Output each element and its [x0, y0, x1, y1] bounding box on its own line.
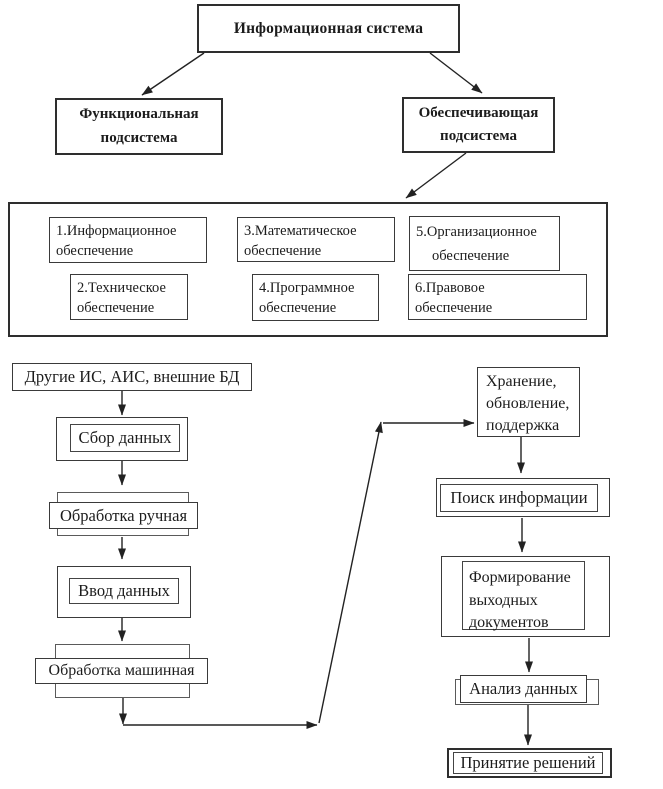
support4-line1: 4.Программное — [259, 280, 355, 296]
support1-line2: обеспечение — [56, 243, 134, 259]
node-support-technical — [70, 274, 188, 320]
storage-line1: Хранение, — [486, 373, 557, 390]
support3-line2: обеспечение — [244, 243, 322, 259]
node-output-documents — [462, 561, 585, 630]
node-manual-processing — [49, 502, 198, 529]
node-information-system — [197, 4, 460, 53]
node-information-system-label: Информационная система — [233, 19, 424, 37]
node-data-collection — [70, 424, 180, 452]
search-label: Поиск информации — [450, 488, 588, 507]
storage-line3: поддержка — [486, 417, 560, 434]
arrow-connector-diagonal — [319, 422, 381, 723]
data-analysis-label: Анализ данных — [469, 679, 578, 698]
storage-line2: обновление, — [486, 395, 570, 412]
providing-line2: подсистема — [440, 128, 517, 144]
machine-processing-label: Обработка машинная — [48, 662, 195, 679]
node-data-analysis — [460, 675, 587, 703]
arrow-root-to-functional — [142, 53, 204, 95]
manual-processing-label: Обработка ручная — [59, 505, 188, 525]
support3-line1: 3.Математическое — [244, 223, 357, 239]
node-support-software — [252, 274, 379, 321]
node-machine-processing — [35, 658, 208, 684]
node-support-information — [49, 217, 207, 263]
node-search — [440, 484, 598, 512]
other-systems-label: Другие ИС, АИС, внешние БД — [24, 367, 240, 386]
node-storage — [477, 367, 580, 437]
data-input-label: Ввод данных — [78, 581, 170, 600]
support6-line2: обеспечение — [415, 300, 493, 316]
support6-line1: 6.Правовое — [415, 280, 485, 296]
support4-line2: обеспечение — [259, 300, 337, 316]
data-collection-label: Сбор данных — [78, 428, 172, 447]
functional-line2: подсистема — [100, 129, 178, 146]
support2-line2: обеспечение — [77, 300, 155, 316]
output-docs-line2: выходных — [469, 591, 538, 609]
node-other-systems — [12, 363, 252, 391]
node-support-legal — [408, 274, 587, 320]
support5-line2: обеспечение — [432, 248, 510, 264]
providing-line1: Обеспечивающая — [418, 105, 539, 121]
support1-line1: 1.Информационное — [56, 223, 177, 239]
node-support-organizational — [409, 216, 560, 271]
arrow-providing-to-container — [406, 153, 466, 198]
node-functional-subsystem — [55, 98, 223, 155]
functional-line1: Функциональная — [79, 106, 199, 123]
node-data-input — [69, 578, 179, 604]
node-support-mathematical — [237, 217, 395, 262]
output-docs-line3: документов — [469, 614, 549, 631]
support2-line1: 2.Техническое — [77, 280, 166, 296]
arrow-root-to-providing — [430, 53, 482, 93]
support5-line1: 5.Организационное — [416, 224, 537, 240]
node-providing-subsystem — [402, 97, 555, 153]
output-docs-line1: Формирование — [469, 569, 571, 586]
decision-making-label: Принятие решений — [460, 753, 596, 772]
node-decision-making — [453, 752, 603, 774]
